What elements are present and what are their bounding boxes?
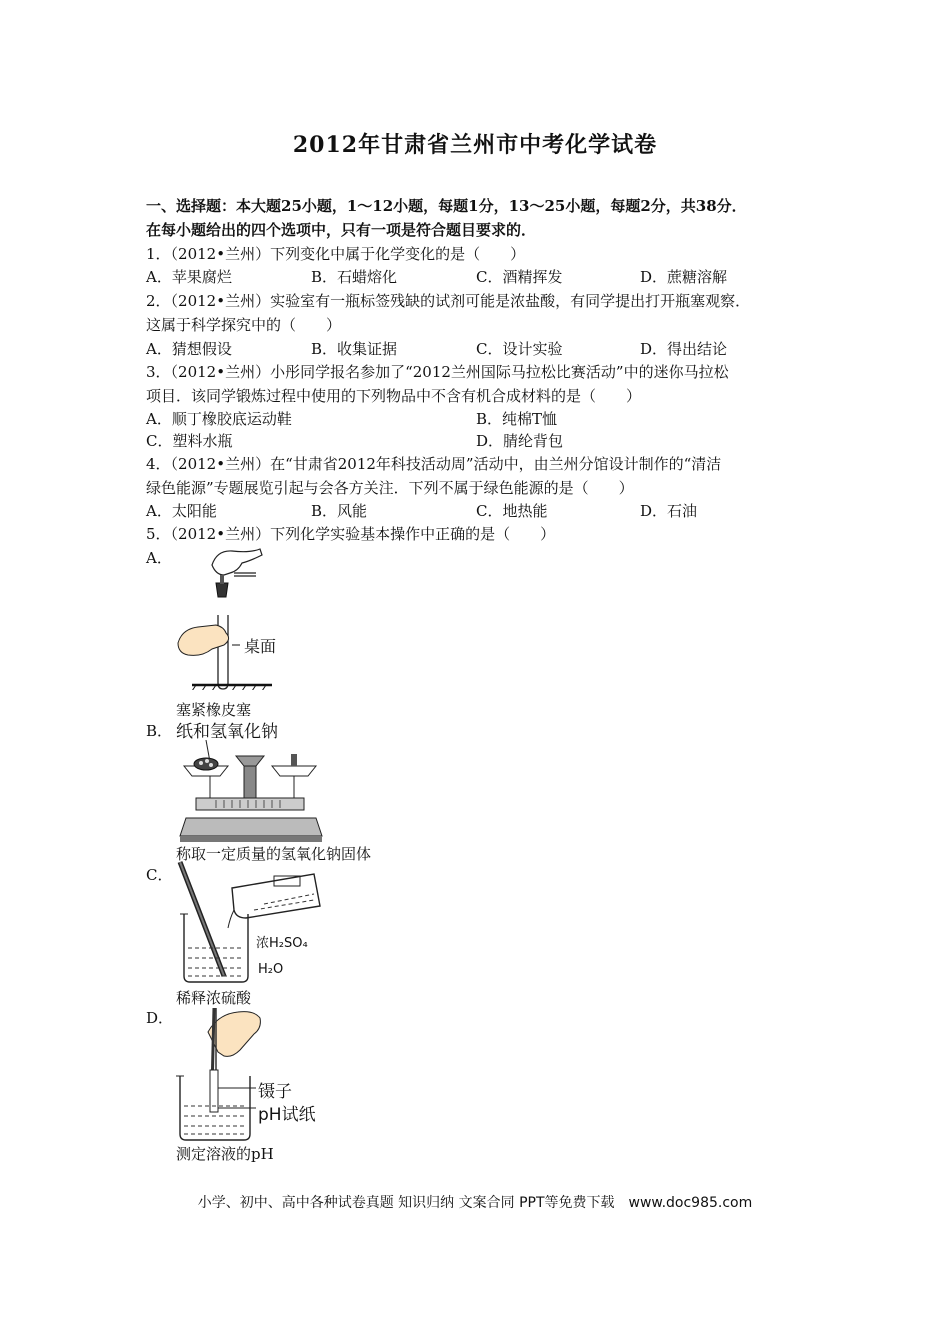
q5-option-b: B． [146, 722, 173, 740]
paper-naoh-label: 纸和氢氧化钠 [176, 722, 278, 742]
q5-option-d: D． [146, 1009, 174, 1027]
balance-scale-figure [176, 740, 326, 844]
q5-option-c: C． [146, 866, 173, 884]
q1-option-b: B．石蜡熔化 [311, 268, 398, 286]
question-4-text-line2: 绿色能源”专题展览引起与会各方关注．下列不属于绿色能源的是（ ） [146, 479, 634, 497]
q3-option-c: C．塑料水瓶 [146, 432, 233, 450]
q3-option-b: B．纯棉T恤 [476, 410, 558, 428]
dilute-acid-figure [174, 858, 324, 988]
question-2-text-line1: 2．（2012•兰州）实验室有一瓶标签残缺的试剂可能是浓盐酸，有同学提出打开瓶塞观察． [146, 292, 751, 310]
stopper-insertion-figure [172, 545, 312, 690]
q2-option-d: D．得出结论 [640, 340, 728, 358]
question-3-text-line1: 3．（2012•兰州）小彤同学报名参加了“2012兰州国际马拉松比赛活动”中的迷你马拉松 [146, 363, 729, 381]
q1-option-d: D．蔗糖溶解 [640, 268, 728, 286]
figure-b-caption: 称取一定质量的氢氧化钠固体 [176, 845, 372, 863]
q4-option-b: B．风能 [311, 502, 368, 520]
question-4-text-line1: 4．（2012•兰州）在“甘肃省2012年科技活动周”活动中，由兰州分馆设计制作的“清洁 [146, 455, 722, 473]
q4-option-a: A．太阳能 [146, 502, 217, 520]
q2-option-c: C．设计实验 [476, 340, 563, 358]
q3-option-d: D．腈纶背包 [476, 432, 564, 450]
q3-option-a: A．顺丁橡胶底运动鞋 [146, 410, 292, 428]
q5-option-a: A． [146, 549, 172, 567]
section-heading-line1: 一、选择题：本大题25小题，1～12小题，每题1分，13～25小题，每题2分，共38分． [146, 197, 747, 215]
q1-option-a: A．苹果腐烂 [146, 268, 232, 286]
conc-h2so4-label: 浓H₂SO₄ [256, 936, 308, 951]
q4-option-d: D．石油 [640, 502, 698, 520]
page-footer: 小学、初中、高中各种试卷真题 知识归纳 文案合同 PPT等免费下载 www.doc985.com [197, 1195, 753, 1211]
question-5-text: 5．（2012•兰州）下列化学实验基本操作中正确的是（ ） [146, 525, 556, 543]
q2-option-a: A．猜想假设 [146, 340, 232, 358]
question-3-text-line2: 项目．该同学锻炼过程中使用的下列物品中不含有机合成材料的是（ ） [146, 387, 642, 405]
figure-c-caption: 稀释浓硫酸 [176, 989, 252, 1007]
q1-option-c: C．酒精挥发 [476, 268, 563, 286]
figure-d-caption: 测定溶液的pH [176, 1145, 274, 1163]
figure-a-caption: 塞紧橡皮塞 [176, 701, 252, 719]
question-2-text-line2: 这属于科学探究中的（ ） [146, 316, 342, 334]
page-title: 2012年甘肃省兰州市中考化学试卷 [292, 132, 658, 158]
section-heading-line2: 在每小题给出的四个选项中，只有一项是符合题目要求的． [146, 221, 537, 239]
question-1-text: 1．（2012•兰州）下列变化中属于化学变化的是（ ） [146, 245, 526, 263]
table-label: 桌面 [244, 637, 277, 656]
q2-option-b: B．收集证据 [311, 340, 398, 358]
ph-paper-label: pH试纸 [258, 1105, 316, 1125]
tweezers-label: 镊子 [258, 1082, 292, 1102]
q4-option-c: C．地热能 [476, 502, 548, 520]
water-label: H₂O [258, 962, 284, 977]
